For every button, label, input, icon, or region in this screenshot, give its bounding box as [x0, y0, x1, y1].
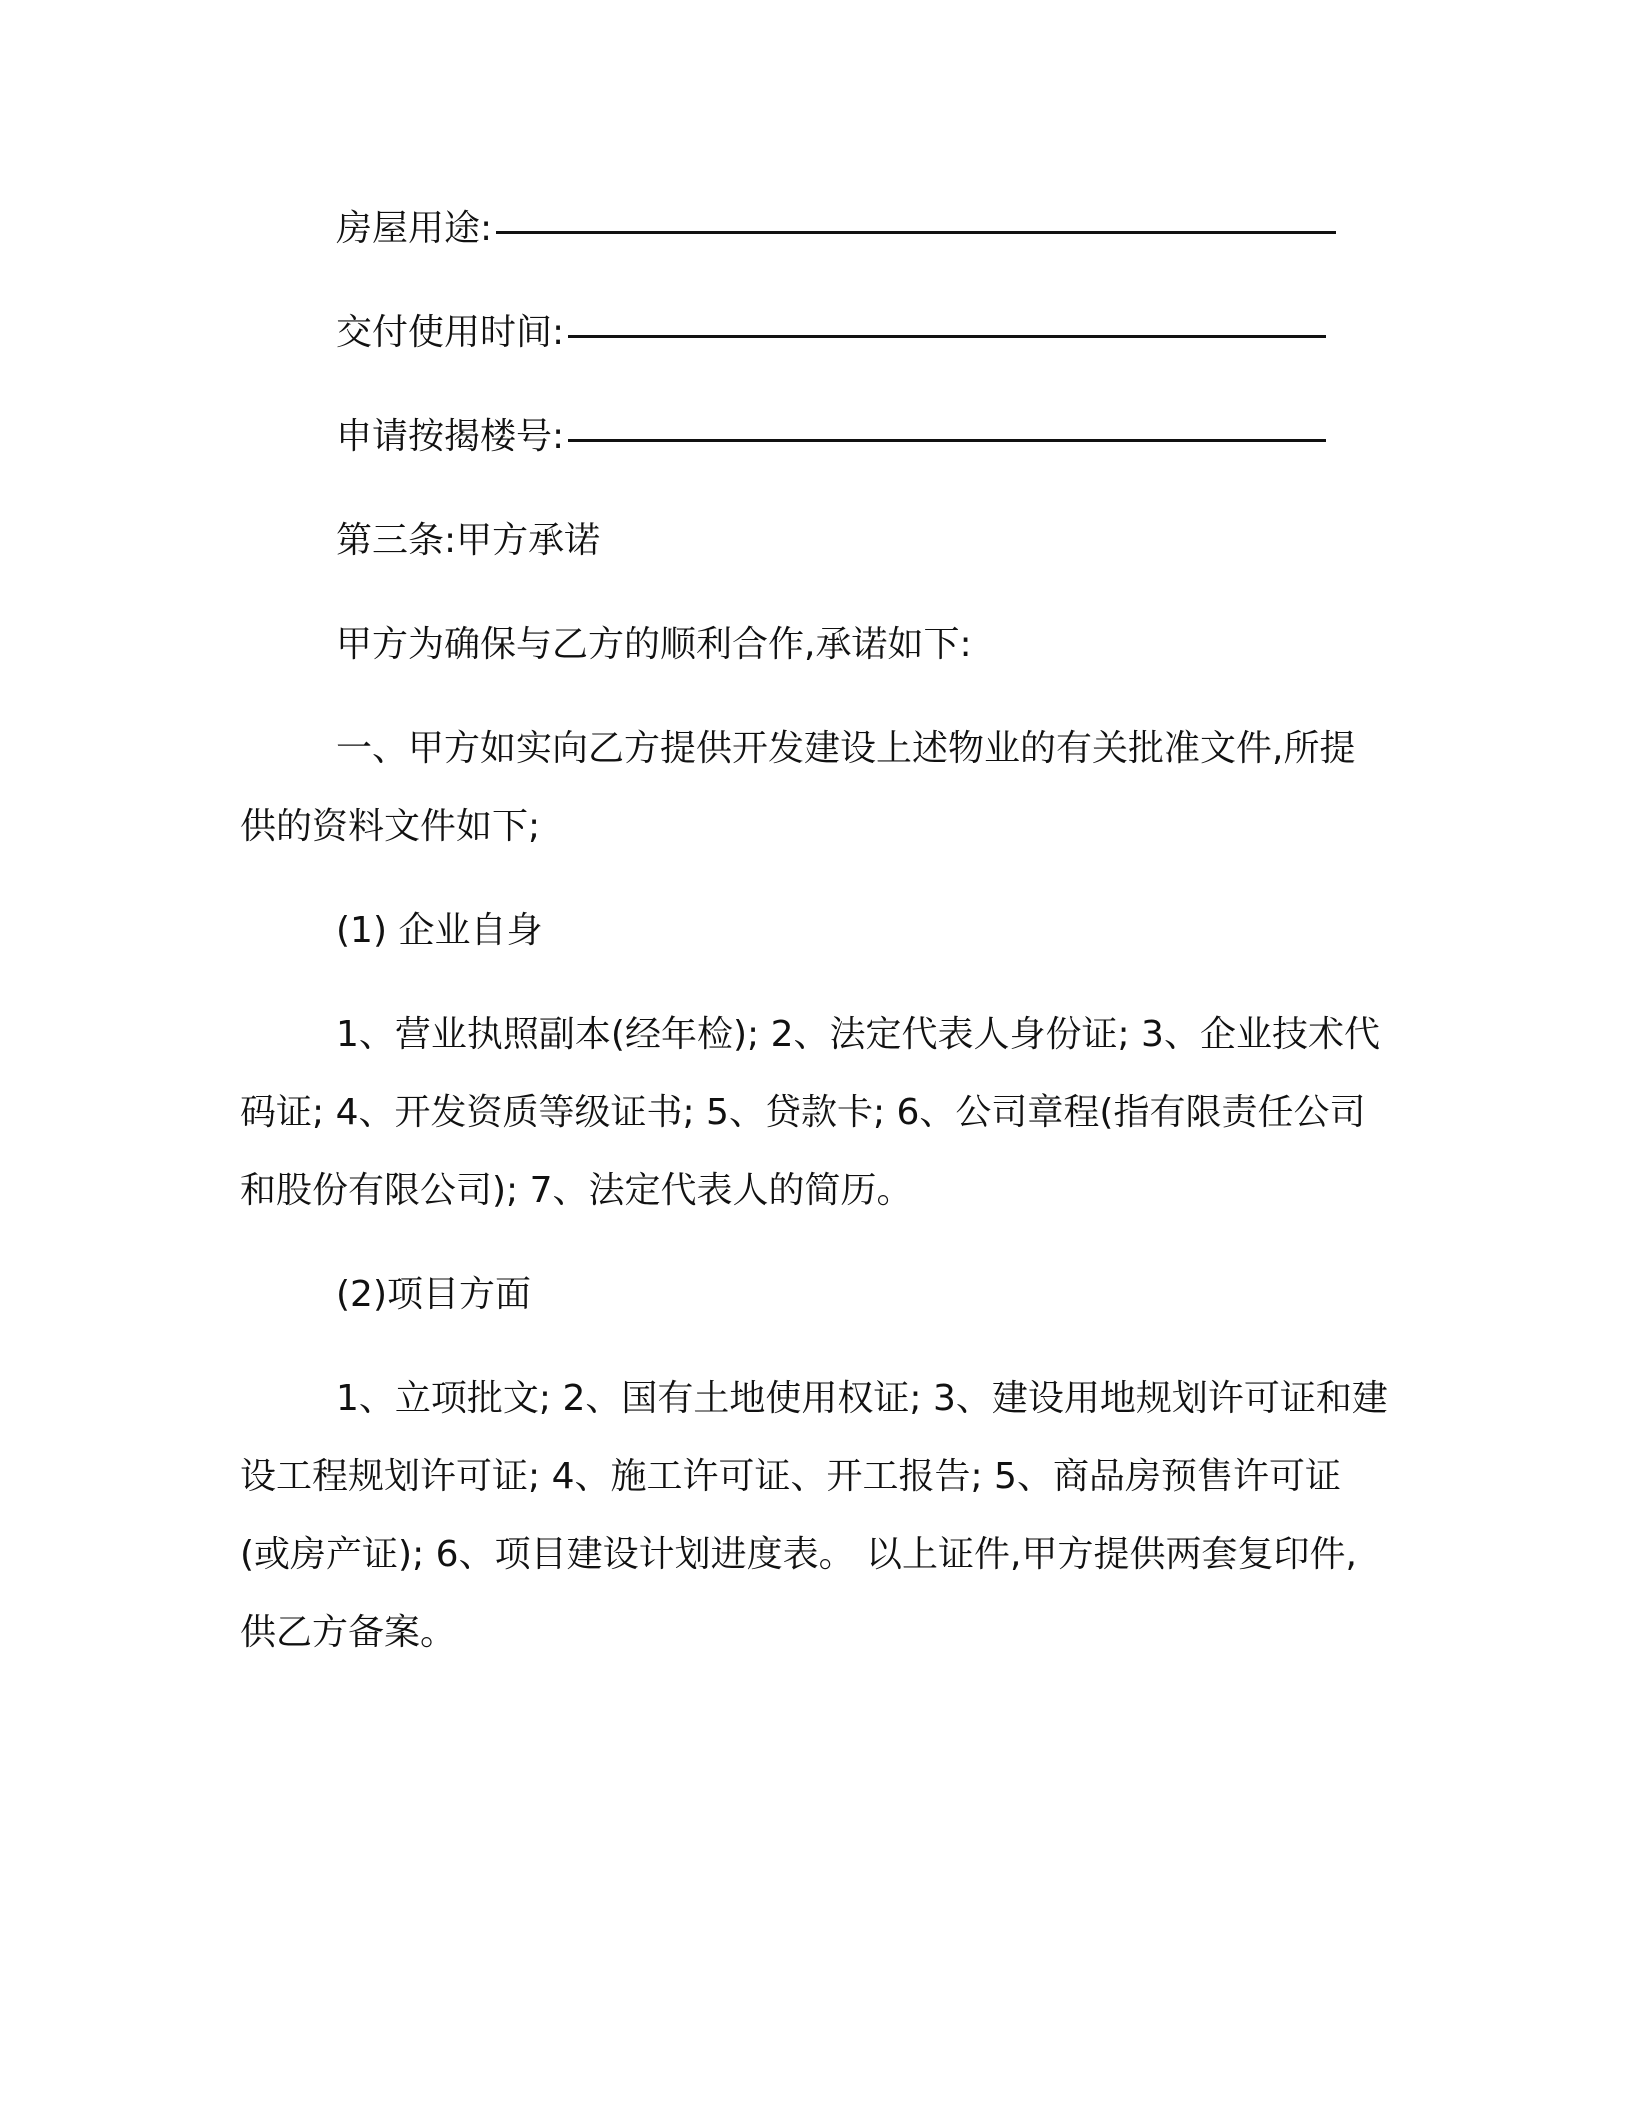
field-mortgage-building [240, 398, 1390, 476]
section2-heading: (2)项目方面 [336, 1274, 531, 1315]
field-house-use [240, 190, 1390, 268]
article-title: 第三条:甲方承诺 [336, 520, 601, 561]
section2-body: 1、立项批文; 2、国有土地使用权证; 3、建设用地规划许可证和建设工程规划许可证; 4、施工许可证、开工报告; 5、商品房预售许可证(或房产证); 6、项目建设计划进度表。 以上证件,甲方提供两套复印件,供乙方备案。 [240, 1378, 1388, 1653]
section1-body: 1、营业执照副本(经年检); 2、法定代表人身份证; 3、企业技术代码证; 4、开发资质等级证书; 5、贷款卡; 6、公司章程(指有限责任公司和股份有限公司); 7、法定代表人的简历。 [240, 1014, 1380, 1211]
field-blank-mortgage-building[interactable] [568, 439, 1326, 442]
field-blank-house-use[interactable] [496, 231, 1336, 234]
item-one-paragraph: 一、甲方如实向乙方提供开发建设上述物业的有关批准文件,所提供的资料文件如下; [240, 728, 1356, 847]
field-delivery-time [240, 294, 1390, 372]
field-label-delivery-time: 交付使用时间: [336, 312, 565, 353]
field-blank-delivery-time[interactable] [568, 335, 1326, 338]
document-body [240, 190, 1390, 1698]
field-label-mortgage-building: 申请按揭楼号: [336, 416, 565, 457]
field-label-house-use: 房屋用途: [336, 208, 493, 249]
intro-paragraph: 甲方为确保与乙方的顺利合作,承诺如下: [336, 624, 972, 665]
section1-heading: (1) 企业自身 [336, 910, 543, 951]
